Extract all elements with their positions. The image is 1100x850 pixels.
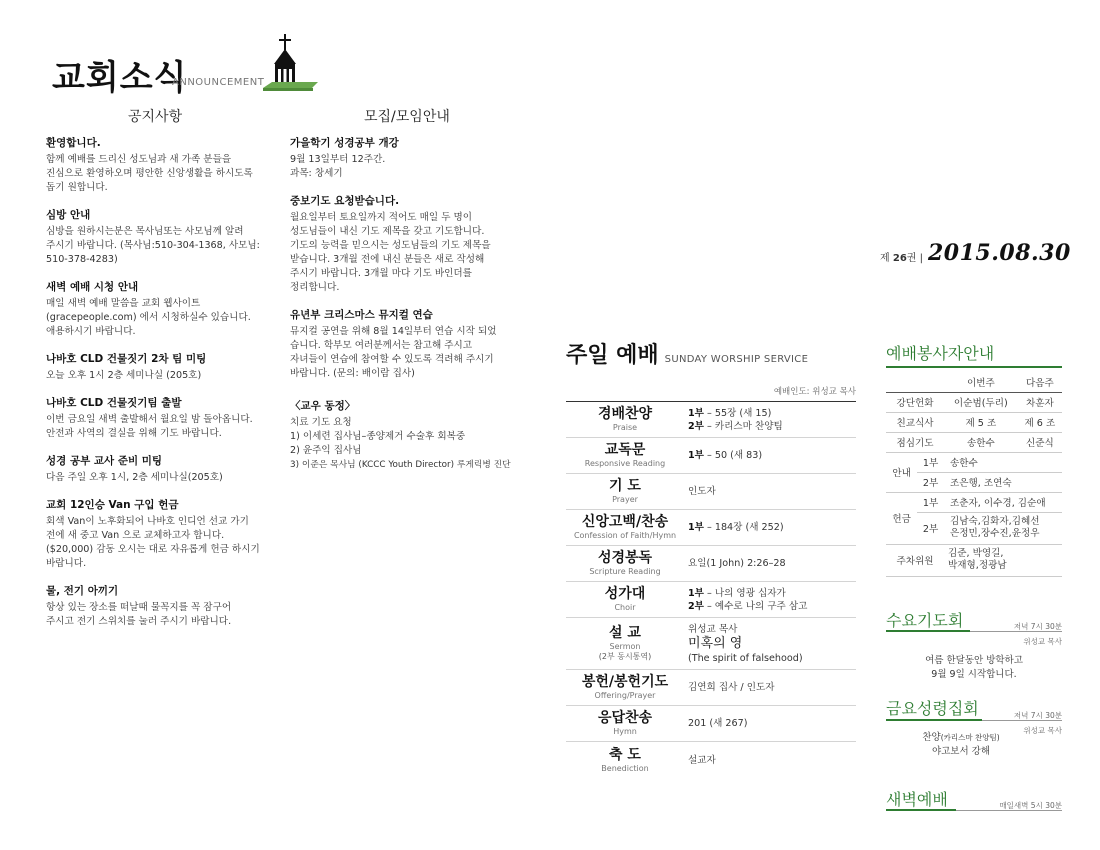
order-ko: 기 도	[609, 478, 641, 494]
divider	[886, 719, 982, 721]
order-en: Confession of Faith/Hymn	[573, 531, 677, 540]
service-guide-table	[886, 372, 1062, 577]
announcement-line: 심방을 원하시는분은 목사님또는 사모님께 알려	[46, 226, 244, 237]
order-ko: 봉헌/봉헌기도	[581, 674, 669, 690]
announcement-line: 전에 새 중고 Van 으로 교체하고자 합니다.	[46, 530, 225, 541]
volume-prefix: 제	[880, 253, 890, 264]
order-ko: 설 교	[609, 625, 641, 641]
worship-row	[566, 402, 856, 438]
worship-title-en: SUNDAY WORSHIP SERVICE	[664, 354, 809, 365]
table-row	[886, 452, 1062, 472]
order-name	[566, 583, 684, 616]
table-cell: 제 6 조	[1018, 412, 1062, 432]
announcement-title: 교회 12인승 Van 구입 헌금	[46, 499, 179, 511]
meeting-line: 정리합니다.	[290, 282, 340, 293]
announcement-body	[46, 153, 276, 195]
order-value	[684, 623, 856, 665]
order-en: Choir	[614, 603, 636, 612]
order-name	[566, 671, 684, 704]
order-ko: 경배찬양	[597, 406, 653, 422]
order-value: 201 (새 267)	[688, 718, 748, 729]
meeting-title: 가을학기 성경공부 개강	[290, 137, 399, 149]
meeting-line: 바랍니다. (문의: 배이람 집사)	[290, 368, 415, 379]
wednesday-time: 저녁 7시 30분	[1013, 622, 1062, 631]
worship-order	[566, 401, 856, 778]
worship-leader: 예배인도: 위성교 목사	[773, 387, 856, 397]
meeting-line: 주시기 바랍니다. 3개월 마다 기도 바인더를	[290, 268, 472, 279]
service-label: 2부	[688, 420, 704, 432]
order-en: Prayer	[612, 495, 638, 504]
service-label: 2부	[688, 600, 704, 612]
table-header: 이번주	[944, 372, 1018, 392]
order-value	[684, 521, 856, 534]
announcement-body	[46, 413, 276, 441]
announcement-line: (gracepeople.com) 에서 시청하실수 있습니다.	[46, 312, 251, 323]
table-row	[886, 412, 1062, 432]
meeting-item	[290, 136, 520, 181]
announcement-body	[46, 297, 276, 339]
order-name	[566, 511, 684, 544]
announcement-title: 새벽 예배 시청 안내	[46, 281, 139, 293]
table-cell: 이순범(두리)	[944, 392, 1018, 412]
announcement-item	[46, 136, 276, 195]
meeting-line: 3) 이준은 목사님 (KCCC Youth Director) 루게릭병 진단	[290, 460, 511, 470]
order-en: Offering/Prayer	[594, 691, 656, 700]
meeting-title: 중보기도 요청받습니다.	[290, 195, 400, 207]
friday-pastor: 위성교 목사	[1023, 726, 1062, 735]
table-cell: 안내	[886, 452, 917, 492]
meeting-item	[290, 308, 520, 381]
order-en: Sermon	[609, 642, 641, 651]
table-cell	[944, 512, 1062, 544]
table-cell: 송한수	[944, 452, 1062, 472]
meeting-line: 습니다. 학부모 여러분께서는 참고해 주시고	[290, 340, 473, 351]
announcement-line: 바랍니다.	[46, 558, 87, 569]
meeting-line: 9월 13일부터 12주간.	[290, 154, 386, 165]
announcement-item	[46, 280, 276, 339]
offering-line: 은정민,장수진,윤정우	[950, 528, 1040, 539]
order-name	[566, 744, 684, 777]
announcement-header	[52, 32, 312, 98]
order-detail: – 카리스마 찬양팀	[703, 420, 783, 432]
service-label: 1부	[688, 407, 704, 419]
order-en: Praise	[612, 423, 638, 432]
order-ko: 성경봉독	[597, 550, 653, 566]
announcement-title: 물, 전기 아끼기	[46, 585, 119, 597]
worship-row	[566, 474, 856, 510]
order-value	[684, 587, 856, 613]
table-row	[886, 544, 1062, 576]
praise-team: (카리스마 찬양팀)	[940, 733, 1000, 742]
table-cell: 제 5 조	[944, 412, 1018, 432]
announcement-item	[46, 498, 276, 571]
announcement-line: 함께 예배를 드리신 성도님과 새 가족 분들을	[46, 154, 232, 165]
table-cell: 강단헌화	[886, 392, 944, 412]
announcement-body	[46, 225, 276, 267]
announcement-line: 회색 Van이 노후화되어 나바호 인디언 선교 가기	[46, 516, 249, 527]
order-value	[684, 407, 856, 433]
announcement-line: 다음 주일 오후 1시, 2층 세미나실(205호)	[46, 472, 223, 483]
dawn-title: 새벽예배	[886, 790, 948, 809]
order-name	[566, 547, 684, 580]
preacher: 위성교 목사	[688, 623, 738, 635]
notice-line: 야고보서 강해	[931, 746, 991, 757]
table-cell: 친교식사	[886, 412, 944, 432]
announcement-line: 매일 새벽 예배 말씀을 교회 웹사이트	[46, 298, 201, 309]
meeting-item	[290, 194, 520, 295]
order-sub: (2부 동시통역)	[598, 652, 652, 661]
announcement-body	[46, 471, 276, 485]
order-en: Responsive Reading	[584, 459, 666, 468]
order-value	[684, 449, 856, 462]
meeting-line: 성도님들이 내신 기도 제목을 갖고 기도합니다.	[290, 226, 485, 237]
church-icon	[260, 32, 320, 94]
announcement-title: 환영합니다.	[46, 137, 101, 149]
notice-line: 여름 한달동안 방학하고	[925, 655, 1023, 666]
announcement-line: 이번 금요일 새벽 출발해서 월요일 밤 돌아옵니다.	[46, 414, 253, 425]
wednesday-title: 수요기도회	[886, 611, 964, 630]
meeting-line: 뮤지컬 공연을 위해 8월 14일부터 연습 시작 되었	[290, 326, 497, 337]
meeting-line: 1) 이세련 집사님–종양제거 수술후 회복중	[290, 431, 466, 442]
table-cell: 1부	[917, 452, 944, 472]
meeting-list	[290, 136, 520, 485]
order-detail: – 50 (새 83)	[703, 450, 763, 461]
table-cell	[944, 544, 1062, 576]
table-cell: 신준식	[1018, 432, 1062, 452]
order-detail: – 55장 (새 15)	[703, 407, 772, 419]
order-ko: 성가대	[604, 586, 646, 602]
announcement-body	[46, 369, 276, 383]
table-cell: 주차위원	[886, 544, 944, 576]
service-label: 1부	[688, 522, 704, 533]
page-title: 교회소식	[52, 58, 188, 98]
parking-line: 박재형,정광남	[948, 560, 1007, 571]
announcement-line: 애용하시기 바랍니다.	[46, 326, 136, 337]
worship-row	[566, 438, 856, 474]
meeting-body	[290, 211, 520, 295]
announcement-line: 510-378-4283)	[46, 254, 118, 265]
meeting-line: 월요일부터 토요일까지 적어도 매일 두 명이	[290, 212, 473, 223]
praise-label: 찬양	[922, 732, 941, 743]
table-cell: 2부	[917, 472, 944, 492]
announcement-line: 항상 있는 장소를 떠날때 물꼭지를 꼭 잠구어	[46, 602, 232, 613]
table-cell: 헌금	[886, 492, 917, 544]
meeting-item	[290, 399, 520, 472]
meeting-line: 과목: 창세기	[290, 168, 343, 179]
announcement-title: 심방 안내	[46, 209, 91, 221]
notice-heading: 공지사항	[128, 109, 183, 125]
announcement-title: 성경 공부 교사 준비 미팅	[46, 455, 163, 467]
table-cell: 차훈자	[1018, 392, 1062, 412]
announcement-line: 진심으로 환영하오며 평안한 신앙생활을 하시도록	[46, 168, 253, 179]
meeting-title: 유년부 크리스마스 뮤지컬 연습	[290, 309, 433, 321]
announcement-title: 나바호 CLD 건물짓기 2차 팀 미팅	[46, 353, 207, 365]
meeting-line: 자녀들이 연습에 참여할 수 있도록 격려해 주시기	[290, 354, 494, 365]
announcement-title: 나바호 CLD 건물짓기팀 출발	[46, 397, 182, 409]
worship-row	[566, 510, 856, 546]
order-en: Benediction	[601, 763, 649, 773]
volume-suffix: 권 |	[906, 253, 923, 264]
sermon-title: 미혹의 영	[688, 635, 743, 651]
order-ko: 교독문	[604, 442, 646, 458]
service-label: 1부	[688, 450, 704, 461]
order-name	[566, 439, 684, 472]
table-row	[886, 372, 1062, 392]
table-cell: 조춘자, 이수경, 김순애	[944, 492, 1062, 512]
volume-number	[880, 249, 923, 264]
page-subtitle: ANNOUNCEMENT	[172, 77, 265, 88]
order-ko: 축 도	[609, 746, 641, 763]
announcement-item	[46, 584, 276, 629]
order-value: 요일(1 John) 2:26–28	[688, 558, 786, 569]
order-detail: – 예수로 나의 구주 삼고	[703, 600, 808, 612]
order-en: Scripture Reading	[589, 567, 661, 576]
meeting-title: 〈교우 동정〉	[290, 400, 356, 412]
order-name	[566, 403, 684, 436]
table-header: 다음주	[1018, 372, 1062, 392]
table-cell: 송한수	[944, 432, 1018, 452]
order-name	[566, 622, 684, 665]
worship-row	[566, 618, 856, 670]
worship-row	[566, 670, 856, 706]
announcement-item	[46, 454, 276, 485]
divider	[886, 630, 970, 632]
meeting-heading: 모집/모임안내	[364, 109, 450, 125]
meeting-line: 치료 기도 요청	[290, 417, 352, 428]
announcement-line: 주시고 전기 스위치를 눌러 주시기 바랍니다.	[46, 616, 232, 627]
order-ko: 신앙고백/찬송	[581, 514, 669, 530]
service-guide-title: 예배봉사자안내	[886, 344, 995, 363]
order-value: 설교자	[688, 754, 716, 766]
order-value: 김연희 집사 / 인도자	[688, 682, 775, 693]
table-cell: 2부	[917, 512, 944, 544]
order-name	[566, 475, 684, 508]
announcement-list	[46, 136, 276, 642]
announcement-line: ($20,000) 감동 오시는 대로 자유롭게 헌금 하시기	[46, 544, 260, 555]
table-cell	[886, 372, 944, 392]
dawn-time: 매일새벽 5시 30분	[999, 801, 1062, 810]
table-cell: 조은행, 조연숙	[944, 472, 1062, 492]
divider	[886, 809, 956, 811]
announcement-body	[46, 515, 276, 571]
notice-line: 9월 9일 시작합니다.	[931, 669, 1017, 680]
table-row	[886, 432, 1062, 452]
announcement-item	[46, 208, 276, 267]
meeting-body	[290, 325, 520, 381]
order-detail: – 나의 영광 십자가	[703, 587, 786, 599]
announcement-body	[46, 601, 276, 629]
meeting-body	[290, 416, 520, 472]
announcement-item	[46, 352, 276, 383]
issue-info	[880, 240, 1070, 270]
friday-time: 저녁 7시 30분	[1013, 711, 1062, 720]
announcement-line: 돕기 원합니다.	[46, 182, 108, 193]
announcement-item	[46, 396, 276, 441]
meeting-line: 기도의 능력을 믿으시는 성도님들의 기도 제목을	[290, 240, 491, 251]
friday-notice	[886, 731, 1036, 759]
announcement-line: 안전과 사역의 결실을 위해 기도 바랍니다.	[46, 428, 222, 439]
order-en: Hymn	[613, 727, 637, 736]
meeting-line: 받습니다. 3개월 전에 내신 분들은 새로 작성해	[290, 254, 485, 265]
volume-num: 26	[892, 253, 907, 264]
order-value: 인도자	[688, 486, 716, 497]
worship-row	[566, 582, 856, 618]
table-row	[886, 392, 1062, 412]
sermon-title-en: (The spirit of falsehood)	[688, 652, 803, 664]
worship-title-ko: 주일 예배	[566, 343, 659, 368]
worship-row	[566, 546, 856, 582]
meeting-body	[290, 153, 520, 181]
worship-title	[566, 338, 856, 369]
table-row	[886, 492, 1062, 512]
notice-line	[886, 731, 1036, 745]
offering-line: 김남숙,김화자,김혜선	[950, 516, 1040, 527]
parking-line: 김준, 박영길,	[948, 548, 1004, 559]
friday-title: 금요성령집회	[886, 699, 979, 718]
service-label: 1부	[688, 587, 704, 599]
table-cell: 점심기도	[886, 432, 944, 452]
divider	[886, 366, 1062, 368]
worship-row	[566, 742, 856, 778]
issue-date: 2015.08.30	[928, 240, 1071, 266]
order-ko: 응답찬송	[597, 710, 653, 726]
sunday-worship	[566, 338, 856, 778]
table-cell: 1부	[917, 492, 944, 512]
meeting-line: 2) 윤주익 집사님	[290, 445, 362, 456]
order-detail: – 184장 (새 252)	[703, 522, 784, 533]
worship-row	[566, 706, 856, 742]
announcement-line: 주시기 바랍니다. (목사님:510-304-1368, 사모님:	[46, 240, 260, 251]
wednesday-notice	[886, 654, 1062, 682]
wednesday-pastor: 위성교 목사	[1023, 637, 1062, 646]
announcement-line: 오늘 오후 1시 2층 세미나실 (205호)	[46, 370, 202, 381]
order-name	[566, 707, 684, 740]
